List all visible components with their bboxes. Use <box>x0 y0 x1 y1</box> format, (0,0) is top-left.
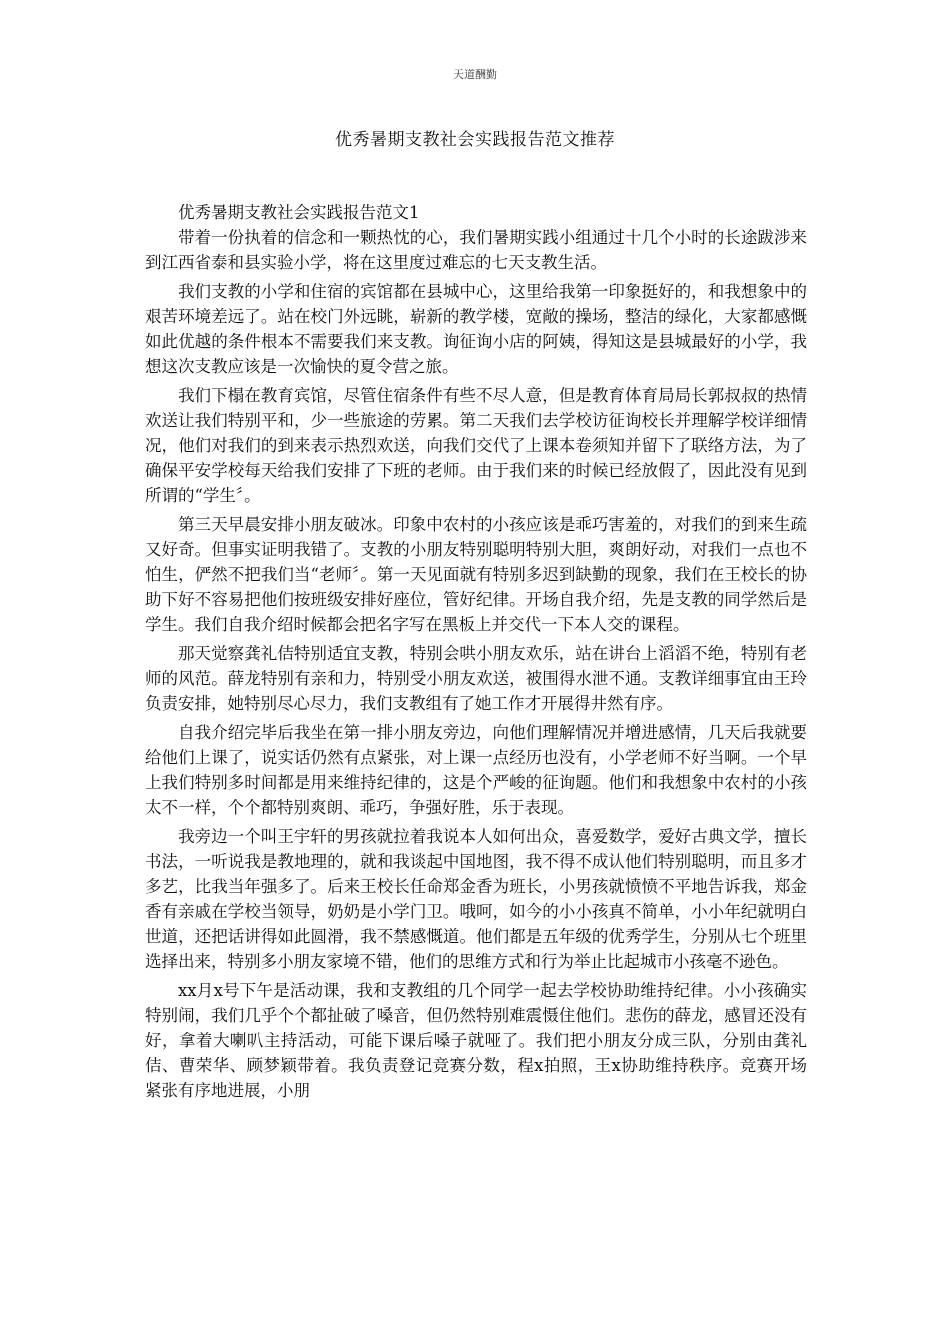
paragraph-2: 我们支教的小学和住宿的宾馆都在县城中心，这里给我第一印象挺好的，和我想象中的艰苦环境差远了。站在校门外远眺，崭新的教学楼，宽敞的操场，整洁的绿化，大家都感慨如此优越的条件根本不需要我们来支教。询征询小店的阿姨，得知这是县城最好的小学，我想这次支教应该是一次愉快的夏令营之旅。 <box>145 282 807 376</box>
paragraph-5: 那天觉察龚礼佶特别适宜支教，特别会哄小朋友欢乐，站在讲台上滔滔不绝，特别有老师的风范。薛龙特别有亲和力，特别受小朋友欢送，被围得水泄不通。支教详细事宜由王玲负责安排，她特别尽心尽力，我们支教组有了她工作才开展得井然有序。 <box>145 644 807 713</box>
document-title: 优秀暑期支教社会实践报告范文推荐 <box>335 130 615 150</box>
paragraph-7: 我旁边一个叫王宇轩的男孩就拉着我说本人如何出众，喜爱数学，爱好古典文学，擅长书法，一听说我是教地理的，就和我谈起中国地图，我不得不成认他们特别聪明，而且多才多艺，比我当年强多了。后来王校长任命郑金香为班长，小男孩就愤愤不平地告诉我，郑金香有亲戚在学校当领导，奶奶是小学门卫。哦呵，如今的小小孩真不简单，小小年纪就明白世道，还把话讲得如此圆滑，我不禁感慨道。他们都是五年级的优秀学生，分别从七个班里选择出来，特别多小朋友家境不错，他们的思维方式和行为举止比起城市小孩毫不逊色。 <box>145 827 807 971</box>
section-subtitle: 优秀暑期支教社会实践报告范文1 <box>178 203 420 222</box>
page-header: 天道酬勤 <box>453 68 497 81</box>
paragraph-4: 第三天早晨安排小朋友破冰。印象中农村的小孩应该是乖巧害羞的，对我们的到来生疏又好奇。但事实证明我错了。支教的小朋友特别聪明特别大胆，爽朗好动，对我们一点也不怕生，俨然不把我们当“老师〞。第一天见面就有特别多迟到缺勤的现象，我们在王校长的协助下好不容易把他们按班级安排好座位，管好纪律。开场自我介绍，先是支教的同学然后是学生。我们自我介绍时候都会把名字写在黑板上并交代一下本人交的课程。 <box>145 515 807 634</box>
paragraph-6: 自我介绍完毕后我坐在第一排小朋友旁边，向他们理解情况并增进感情，几天后我就要给他们上课了，说实话仍然有点紧张，对上课一点经历也没有，小学老师不好当啊。一个早上我们特别多时间都是用来维持纪律的，这是个严峻的征询题。他们和我想象中农村的小孩太不一样，个个都特别爽朗、乖巧，争强好胜，乐于表现。 <box>145 723 807 817</box>
paragraph-3: 我们下榻在教育宾馆，尽管住宿条件有些不尽人意，但是教育体育局局长郭叔叔的热情欢送让我们特别平和，少一些旅途的劳累。第二天我们去学校访征询校长并理解学校详细情况，他们对我们的到来表示热烈欢送，向我们交代了上课本卷须知并留下了联络方法，为了确保平安学校每天给我们安排了下班的老师。由于我们来的时候已经放假了，因此没有见到所谓的“学生〞。 <box>145 386 807 505</box>
paragraph-1: 带着一份执着的信念和一颗热忱的心，我们暑期实践小组通过十几个小时的长途跋涉来到江西省泰和县实验小学，将在这里度过难忘的七天支教生活。 <box>145 228 807 272</box>
document-body <box>145 200 807 1107</box>
paragraph-8: xx月x号下午是活动课，我和支教组的几个同学一起去学校协助维持纪律。小小孩确实特别闹，我们几乎个个都扯破了嗓音，但仍然特别难震慑住他们。悲伤的薛龙，感冒还没有好，拿着大喇叭主持活动，可能下课后嗓子就哑了。我们把小朋友分成三队，分别由龚礼佶、曹荣华、顾梦颖带着。我负责登记竞赛分数，程x拍照，王x协助维持秩序。竞赛开场紧张有序地进展，小朋 <box>145 981 807 1100</box>
